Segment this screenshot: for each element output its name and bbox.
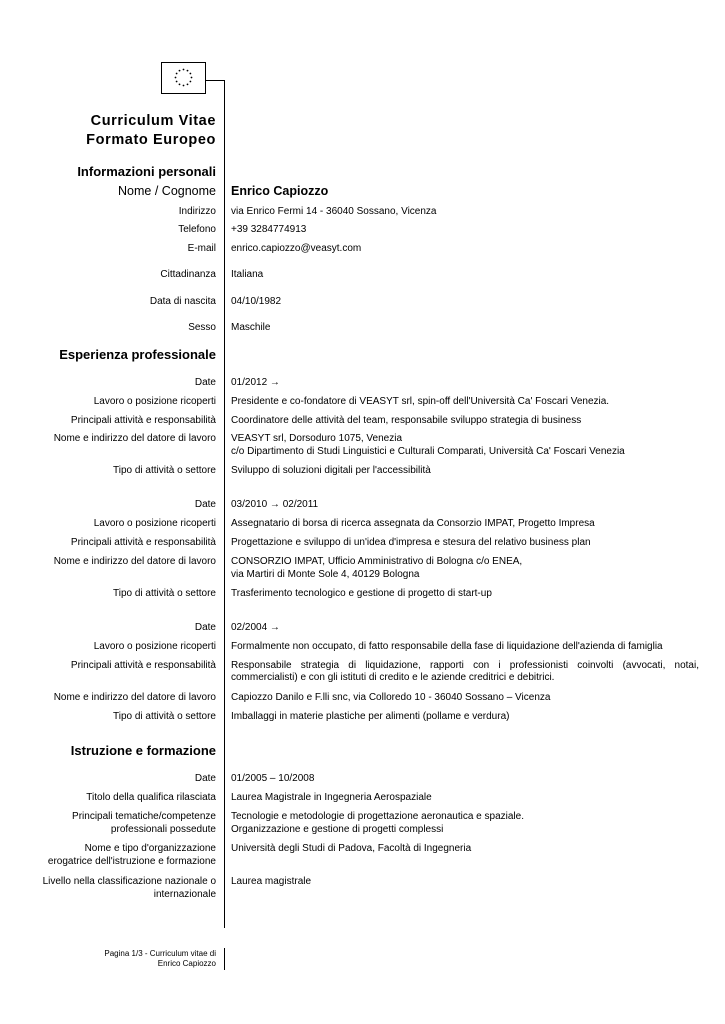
edu-organization-label-line2: erogatrice dell'istruzione e formazione <box>47 856 216 867</box>
edu-level-value: Laurea magistrale <box>231 876 312 887</box>
edu-subjects-value-line2: Organizzazione e gestione di progetti complessi <box>231 824 444 835</box>
job1-employer-line1: VEASYT srl, Dorsoduro 1075, Venezia <box>231 433 403 444</box>
citizenship-value: Italiana <box>231 269 264 280</box>
email-value[interactable]: enrico.capiozzo@veasyt.com <box>231 243 362 254</box>
job1-activities-value: Coordinatore delle attività del team, responsabile sviluppo strategia di business <box>231 415 582 426</box>
birth-value: 04/10/1982 <box>231 296 282 307</box>
job3-activities-label: Principali attività e responsabilità <box>70 660 216 671</box>
job1-sector-value: Sviluppo di soluzioni digitali per l'accessibilità <box>231 465 431 476</box>
job2-sector-label: Tipo di attività o settore <box>112 588 216 599</box>
header-rule <box>206 80 225 81</box>
job1-employer-line2: c/o Dipartimento di Studi Linguistici e Culturali Comparati, Università Ca' Foscari Venezia <box>231 446 625 457</box>
edu-qualification-label: Titolo della qualifica rilasciata <box>86 792 216 803</box>
edu-date-label: Date <box>194 773 216 784</box>
section-experience-title: Esperienza professionale <box>59 347 216 362</box>
footer-line1: Pagina 1/3 - Curriculum vitae di <box>104 949 216 958</box>
edu-subjects-label-line1: Principali tematiche/competenze <box>72 811 216 822</box>
edu-organization-label-line1: Nome e tipo d'organizzazione <box>84 843 216 854</box>
section-personal-title: Informazioni personali <box>77 164 216 179</box>
job1-role-label: Lavoro o posizione ricoperti <box>93 396 216 407</box>
edu-subjects-label-line2: professionali possedute <box>110 824 216 835</box>
section-education-title: Istruzione e formazione <box>70 743 216 758</box>
job3-date-label: Date <box>194 622 216 633</box>
eu-flag-icon <box>161 62 206 94</box>
edu-level-label-line1: Livello nella classificazione nazionale o <box>42 876 216 887</box>
job3-role-label: Lavoro o posizione ricoperti <box>93 641 216 652</box>
sex-label: Sesso <box>188 322 216 333</box>
edu-subjects-value-line1: Tecnologie e metodologie di progettazione aeronautica e spaziale. <box>231 811 524 822</box>
phone-value: +39 3284774913 <box>231 224 307 235</box>
phone-label: Telefono <box>178 224 216 235</box>
cv-title-line2: Formato Europeo <box>86 132 216 148</box>
job2-role-value: Assegnatario di borsa di ricerca assegnata da Consorzio IMPAT, Progetto Impresa <box>231 518 595 529</box>
job2-employer-label: Nome e indirizzo del datore di lavoro <box>53 556 216 567</box>
job3-sector-label: Tipo di attività o settore <box>112 711 216 722</box>
sex-value: Maschile <box>231 322 271 333</box>
job1-date-value: 01/2012 → <box>231 377 280 388</box>
job2-date-value: 03/2010 → 02/2011 <box>231 499 319 510</box>
footer-line2: Enrico Capiozzo <box>157 959 216 968</box>
job2-employer-line2: via Martiri di Monte Sole 4, 40129 Bologna <box>231 569 420 580</box>
job1-employer-label: Nome e indirizzo del datore di lavoro <box>53 433 216 444</box>
job2-sector-value: Trasferimento tecnologico e gestione di progetto di start-up <box>231 588 492 599</box>
job2-activities-value: Progettazione e sviluppo di un'idea d'impresa e stesura del relativo business plan <box>231 537 591 548</box>
cv-title-line1: Curriculum Vitae <box>90 113 216 129</box>
job1-role-value: Presidente e co-fondatore di VEASYT srl, spin-off dell'Università Ca' Foscari Venezia. <box>231 396 610 407</box>
job2-employer-line1: CONSORZIO IMPAT, Ufficio Amministrativo di Bologna c/o ENEA, <box>231 556 523 567</box>
email-label: E-mail <box>187 243 216 254</box>
job3-role-value: Formalmente non occupato, di fatto responsabile della fase di liquidazione dell'azienda di famiglia <box>231 641 663 652</box>
page-footer <box>104 949 216 969</box>
job3-sector-value: Imballaggi in materie plastiche per alimenti (pollame e verdura) <box>231 711 510 722</box>
job3-date-value: 02/2004 → <box>231 622 280 633</box>
edu-qualification-value: Laurea Magistrale in Ingegneria Aerospaziale <box>231 792 432 803</box>
footer-divider <box>224 948 225 970</box>
job1-sector-label: Tipo di attività o settore <box>112 465 216 476</box>
address-label: Indirizzo <box>178 206 216 217</box>
job1-date-label: Date <box>194 377 216 388</box>
column-divider <box>224 80 225 928</box>
job2-role-label: Lavoro o posizione ricoperti <box>93 518 216 529</box>
name-label: Nome / Cognome <box>118 184 216 198</box>
job1-activities-label: Principali attività e responsabilità <box>70 415 216 426</box>
job3-employer-line1: Capiozzo Danilo e F.lli snc, via Colloredo 10 - 36040 Sossano – Vicenza <box>231 692 551 703</box>
birth-label: Data di nascita <box>149 296 216 307</box>
citizenship-label: Cittadinanza <box>160 269 216 280</box>
address-value: via Enrico Fermi 14 - 36040 Sossano, Vicenza <box>231 206 437 217</box>
job2-activities-label: Principali attività e responsabilità <box>70 537 216 548</box>
edu-date-value: 01/2005 – 10/2008 <box>231 773 315 784</box>
name-value: Enrico Capiozzo <box>231 184 329 198</box>
job3-employer-label: Nome e indirizzo del datore di lavoro <box>53 692 216 703</box>
edu-level-label-line2: internazionale <box>153 889 216 900</box>
job3-activities-value: Responsabile strategia di liquidazione, rapporti con i professionisti coinvolti (avvocati, notai, commercialisti) e con gli istituti di credito e le aziende creditrici e debitrici. <box>231 660 699 683</box>
edu-organization-value: Università degli Studi di Padova, Facoltà di Ingegneria <box>231 843 472 854</box>
job2-date-label: Date <box>194 499 216 510</box>
